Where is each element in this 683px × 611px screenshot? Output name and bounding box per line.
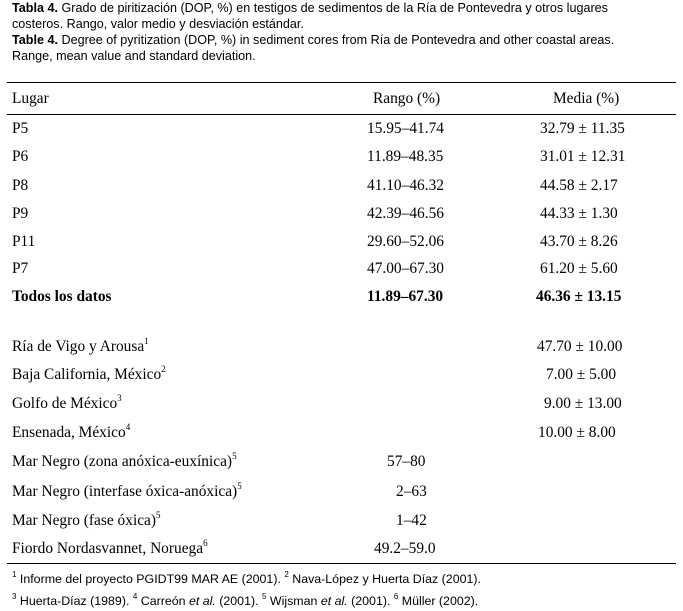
caption-spanish	[12, 0, 676, 16]
table-row-mean: 44.33 ± 1.30	[540, 205, 618, 222]
list-item-place: Mar Negro (fase óxica)$^5$	[12, 509, 161, 529]
list-item-range: 2–63	[396, 483, 427, 500]
table-row-place: P11	[12, 233, 36, 250]
footnote-line-2: $^3$ Huerta-Díaz (1989). $^4$ Carreón et al. (2001). $^5$ Wijsman et al. (2001). $^6$ Müller (2002).	[12, 591, 479, 608]
caption-es-label: Tabla 4.	[12, 1, 58, 15]
table-row-range: 29.60–52.06	[367, 233, 444, 250]
table-row-place: P7	[12, 260, 29, 277]
table-caption	[12, 0, 676, 64]
table-row-mean: 44.58 ± 2.17	[540, 177, 618, 194]
list-item-range: 57–80	[387, 453, 426, 470]
list-item-range: 1–42	[396, 512, 427, 529]
list-item-place: Golfo de México$^3$	[12, 392, 122, 412]
table-row-place: P8	[12, 177, 29, 194]
table-row-range: 42.39–46.56	[367, 205, 444, 222]
list-item-place: Baja California, México$^2$	[12, 363, 166, 383]
table-row-range: 47.00–67.30	[367, 260, 444, 277]
list-item-place: Fiordo Nordasvannet, Noruega$^6$	[12, 537, 208, 557]
table-row-mean: 32.79 ± 11.35	[540, 120, 625, 137]
table-row-total-mean: 46.36 ± 13.15	[536, 288, 622, 305]
table-row-range: 41.10–46.32	[367, 177, 444, 194]
table-row-range: 11.89–48.35	[367, 148, 444, 165]
bottom-rule	[7, 563, 676, 564]
footnote-line-1: $^1$ Informe del proyecto PGIDT99 MAR AE (2001). $^2$ Nava-López y Huerta Díaz (2001).	[12, 569, 481, 586]
header-place: Lugar	[12, 90, 49, 107]
table-row-place: P5	[12, 120, 29, 137]
caption-en-line2: Range, mean value and standard deviation.	[12, 49, 256, 63]
header-rule	[7, 114, 676, 115]
top-rule	[7, 82, 676, 83]
table-row-mean: 61.20 ± 5.60	[540, 260, 618, 277]
table-row-total-place: Todos los datos	[12, 288, 112, 305]
header-range: Rango (%)	[373, 90, 441, 107]
table-row-place: P9	[12, 205, 29, 222]
list-item-mean: 10.00 ± 8.00	[538, 424, 616, 441]
caption-es-line1: Grado de piritización (DOP, %) en testigos de sedimentos de la Ría de Pontevedra y otros lugares	[57, 1, 608, 15]
list-item-mean: 47.70 ± 10.00	[537, 338, 623, 355]
table-row-mean: 43.70 ± 8.26	[540, 233, 618, 250]
table-row-mean: 31.01 ± 12.31	[540, 148, 626, 165]
caption-es-line2: costeros. Rango, valor medio y desviación estándar.	[12, 17, 304, 31]
table-row-range: 15.95–41.74	[367, 120, 444, 137]
list-item-mean: 9.00 ± 13.00	[544, 395, 622, 412]
caption-en-line1: Degree of pyritization (DOP, %) in sediment cores from Ría de Pontevedra and other coastal areas.	[57, 33, 615, 47]
list-item-place: Ría de Vigo y Arousa$^1$	[12, 335, 149, 355]
header-mean: Media (%)	[553, 90, 620, 107]
list-item-mean: 7.00 ± 5.00	[546, 366, 617, 383]
caption-english	[12, 32, 676, 48]
list-item-range: 49.2–59.0	[374, 540, 436, 557]
table-row-place: P6	[12, 148, 29, 165]
caption-en-label: Table 4.	[12, 33, 58, 47]
list-item-place: Mar Negro (interfase óxica-anóxica)$^5$	[12, 480, 242, 500]
table-row-total-range: 11.89–67.30	[367, 288, 444, 305]
list-item-place: Mar Negro (zona anóxica-euxínica)$^5$	[12, 450, 237, 470]
list-item-place: Ensenada, México$^4$	[12, 421, 131, 441]
